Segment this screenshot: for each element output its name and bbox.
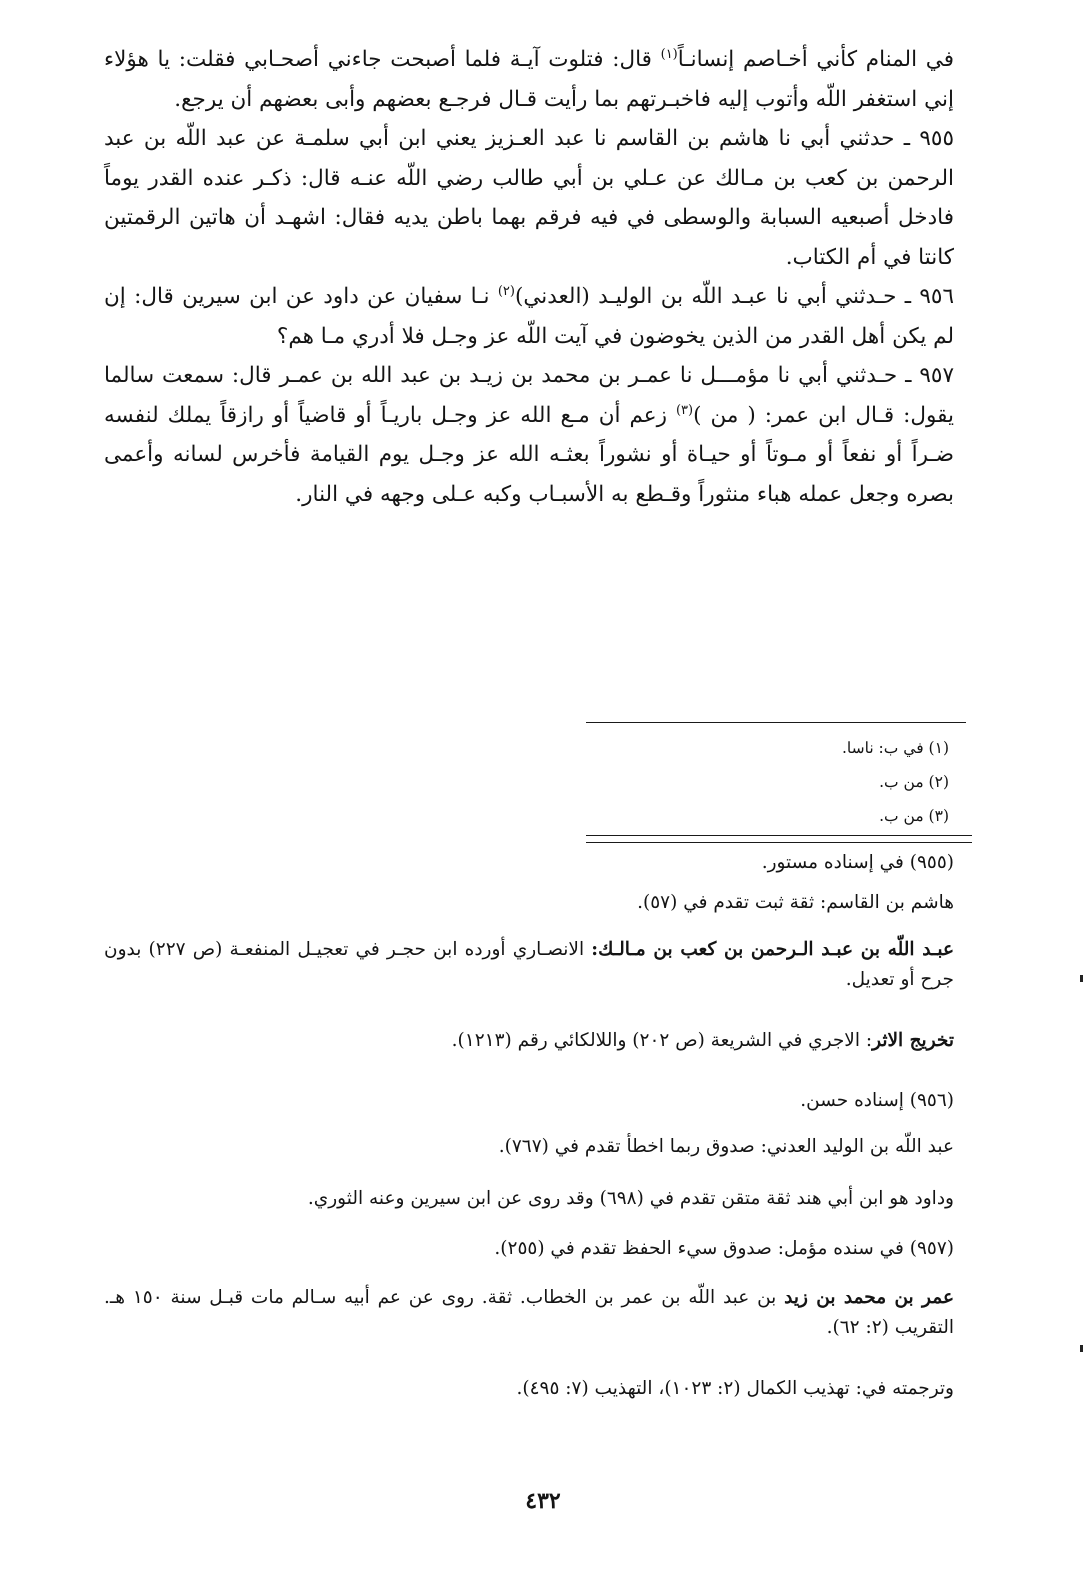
footnote-ref-2: (٢) [497, 283, 515, 299]
footnote-ref-3: (٣) [675, 402, 694, 418]
note-adani: عبد اللّه بن الوليد العدني: صدوق ربما اخطأ تقدم في (٧٦٧). [498, 1136, 954, 1157]
note-abdallah: عبـد اللّه بن عبـد الـرحمن بن كعب بن مـالـك: الانصـاري أورده ابن حجـر في تعجيـل المنفعـة (ص ٢٢٧) بدون جرح أو تعديل. [104, 939, 954, 990]
main-text [104, 40, 954, 514]
note-dawud: وداود هو ابن أبي هند ثقة متقن تقدم في (٦٩٨) وقد روى عن ابن سيرين وعنه الثوري. [307, 1188, 954, 1209]
hadith-956: ٩٥٦ ـ حـدثني أبي نا عبـد اللّه بن الوليـد (العدني)$^{(٢)}$ نـا سفيان عن داود عن ابن سيرين قال: إن لم يكن أهل القدر من الذين يخوضون في آيت اللّه عز وجـل فلا أدري مـا هم؟ [104, 283, 954, 349]
footnote-2: (٢) من ب. [879, 773, 949, 791]
note-tarjama: وترجمته في: تهذيب الكمال (٢: ١٠٢٣)، التهذيب (٧: ٤٩٥). [516, 1378, 954, 1399]
footnote-ref-1: (١) [660, 46, 678, 62]
note-955: (٩٥٥) في إسناده مستور. [761, 852, 954, 873]
note-umar: عمر بن محمد بن زيد بن عبد اللّه بن عمر بن الخطاب. ثقة. روى عن عم أبيه سـالم مات قبـل سنة ١٥٠ هـ. التقريب (٢: ٦٢). [104, 1287, 954, 1338]
note-hashim: هاشم بن القاسم: ثقة ثبت تقدم في (٥٧). [637, 892, 954, 913]
hadith-955: ٩٥٥ ـ حدثني أبي نا هاشم بن القاسم نا عبد العـزيز يعني ابن أبي سلمـة عن عبد اللّه بن عبد الرحمن بن كعب بن مـالك عن عـلي بن أبي طالب رضي اللّه عنـه قال: ذكـر عنده القدر يوماً فادخل أصبعيه السبابة والوسطى في فيه فرقم بهما باطن يديه فقال: اشهـد أن هاتين الرقمتين كانتا في أم الكتاب. [104, 126, 954, 270]
footnote-divider [586, 722, 966, 723]
edge-mark [1080, 975, 1083, 982]
hadith-957: ٩٥٧ ـ حـدثني أبي نا مؤمـــل نا عمـر بن محمد بن زيـد بن عبد الله بن عمـر قال: سمعت سالما يقول: قـال ابن عمر: ( من )$^{(٣)}$ زعم أن مـع الله عز وجـل باريـاً أو قاضياً أو رازقاً يملك لنفسه ضـراً أو نفعاً أو مـوتاً أو حيـاة أو نشوراً بعثـه الله عز وجـل يوم القيامة فأخرس لسانه وأعمى بصره وجعل عمله هباء منثوراً وقـطع به الأسبـاب وكبه عـلى وجهه في النار. [104, 363, 954, 507]
edge-mark [1080, 1345, 1083, 1352]
paragraph-continuation: في المنام كأني أخـاصم إنسانـاً$^{(١)}$ قال: فتلوت آيـة فلما أصبحت جاءني أصحـابي فقلت: يا هؤلاء إني استغفر اللّه وأتوب إليه فاخبـرتهم بما رأيت قـال فرجـع بعضهم وأبى بعضهم أن يرجع. [104, 46, 954, 112]
footnote-1: (١) في ب: ناسا. [841, 739, 949, 757]
notes-divider-top [586, 835, 972, 836]
page-number: ٤٣٢ [525, 1488, 561, 1514]
note-takhrij: تخريج الاثر: الاجري في الشريعة (ص ٢٠٢) واللالكائي رقم (١٢١٣). [451, 1030, 954, 1051]
note-956: (٩٥٦) إسناده حسن. [800, 1090, 954, 1111]
notes-divider-bottom [586, 842, 972, 843]
note-957: (٩٥٧) في سنده مؤمل: صدوق سيء الحفظ تقدم في (٢٥٥). [494, 1238, 954, 1259]
footnote-3: (٣) من ب. [879, 807, 949, 825]
